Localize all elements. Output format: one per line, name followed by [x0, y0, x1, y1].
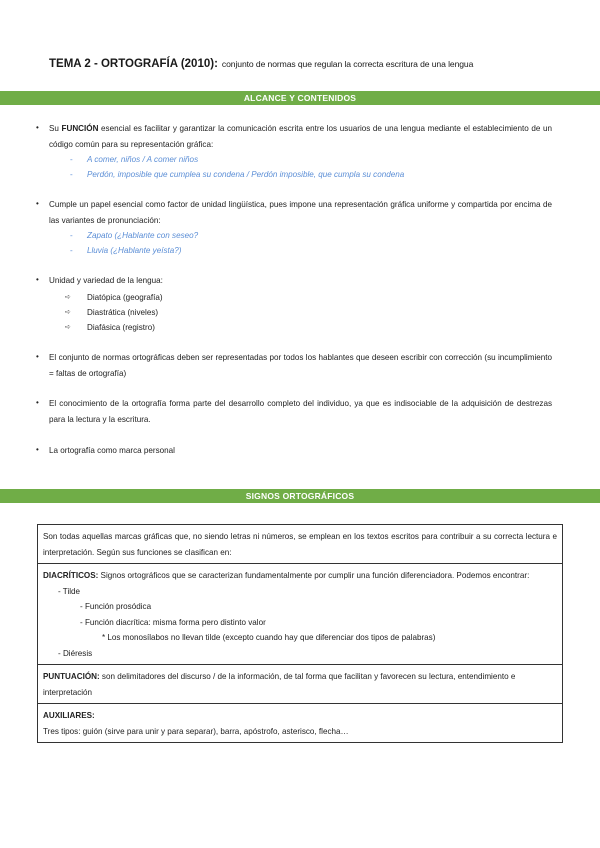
arrow-icon: ➪ — [65, 324, 71, 331]
item-unidad-variedad: Unidad y variedad de la lengua: — [49, 276, 163, 285]
arrow-icon: ➪ — [65, 309, 71, 316]
signos-auxiliares — [38, 704, 562, 742]
signos-puntuacion: PUNTUACIÓN: son delimitadores del discurso / de la información, de tal forma que facilitan y favorecen su lectura, entendimiento e interpretación — [38, 665, 562, 704]
bullet-dot: • — [36, 352, 39, 361]
dieresis-item: - Diéresis — [58, 648, 93, 658]
funcion-diacritica-item: - Función diacrítica: misma forma pero distinto valor — [80, 617, 266, 627]
diacriticos-label: DIACRÍTICOS: — [43, 571, 99, 580]
bullet-dot: • — [36, 199, 39, 208]
auxiliares-label: AUXILIARES: — [43, 711, 95, 720]
dash-marker: - — [70, 155, 73, 164]
signos-table — [37, 524, 563, 743]
bullet-dot: • — [36, 398, 39, 407]
item-conocimiento: El conocimiento de la ortografía forma parte del desarrollo completo del individuo, ya que es indisociable de la adquisición de destrezas para la lectura y la escritura. — [49, 399, 552, 424]
monosilabos-note: * Los monosílabos no llevan tilde (excepto cuando hay que diferenciar dos tipos de palabras) — [102, 633, 436, 642]
tilde-item: - Tilde — [58, 586, 81, 596]
dash-marker: - — [70, 170, 73, 179]
diacriticos-definition: DIACRÍTICOS: Signos ortográficos que se caracterizan fundamentalmente por cumplir una función diferenciadora. Podemos encontrar: — [43, 571, 530, 580]
signos-diacriticos — [38, 564, 562, 665]
example-item: - Perdón, imposible que cumplea su condena / Perdón imposible, que cumpla su condena — [87, 167, 404, 183]
auxiliares-text: Tres tipos: guión (sirve para unir y para separar), barra, apóstrofo, asterisco, flecha… — [43, 726, 349, 736]
title-main-text: TEMA 2 - ORTOGRAFÍA (2010): — [49, 58, 218, 70]
example-item: - Zapato (¿Hablante con seseo? — [87, 228, 198, 244]
bullet-dot: • — [36, 445, 39, 454]
signos-intro: Son todas aquellas marcas gráficas que, no siendo letras ni números, se emplean en los textos escritos para contribuir a su correcta lectura e interpretación. Según sus funciones se clasifican en: — [38, 525, 562, 564]
page-title — [49, 58, 473, 70]
puntuacion-label: PUNTUACIÓN: — [43, 672, 100, 681]
item-funcion: Su FUNCIÓN esencial es facilitar y garantizar la comunicación escrita entre los usuarios de una lengua mediante el establecimiento de un código común para su representación gráfica: — [49, 124, 553, 149]
title-subtitle: conjunto de normas que regulan la correcta escritura de una lengua — [221, 59, 474, 69]
example-item: - A comer, niños / A comer niños — [87, 152, 198, 168]
example-item: - Lluvia (¿Hablante yeísta?) — [87, 243, 181, 259]
bullet-dot: • — [36, 275, 39, 284]
item-normas: El conjunto de normas ortográficas deben ser representadas por todos los hablantes que deseen escribir con corrección (su incumplimiento = faltas de ortografía) — [49, 353, 552, 378]
funcion-emphasis: FUNCIÓN — [61, 124, 99, 133]
section-heading-alcance: ALCANCE Y CONTENIDOS — [0, 91, 600, 105]
dash-marker: - — [70, 246, 73, 255]
funcion-prosodica-item: - Función prosódica — [80, 602, 152, 611]
dash-marker: - — [70, 231, 73, 240]
section-heading-signos: SIGNOS ORTOGRÁFICOS — [0, 489, 600, 503]
variety-item: ➪ Diatópica (geografía) — [87, 290, 163, 305]
item-unidad-linguistica: Cumple un papel esencial como factor de unidad lingüística, pues impone una representación gráfica uniforme y compartida por encima de las variantes de pronunciación: — [49, 200, 552, 225]
item-marca-personal: La ortografía como marca personal — [49, 446, 175, 455]
variety-item: ➪ Diastrática (niveles) — [87, 305, 158, 320]
variety-item: ➪ Diafásica (registro) — [87, 320, 155, 335]
bullet-dot: • — [36, 123, 39, 132]
arrow-icon: ➪ — [65, 294, 71, 301]
